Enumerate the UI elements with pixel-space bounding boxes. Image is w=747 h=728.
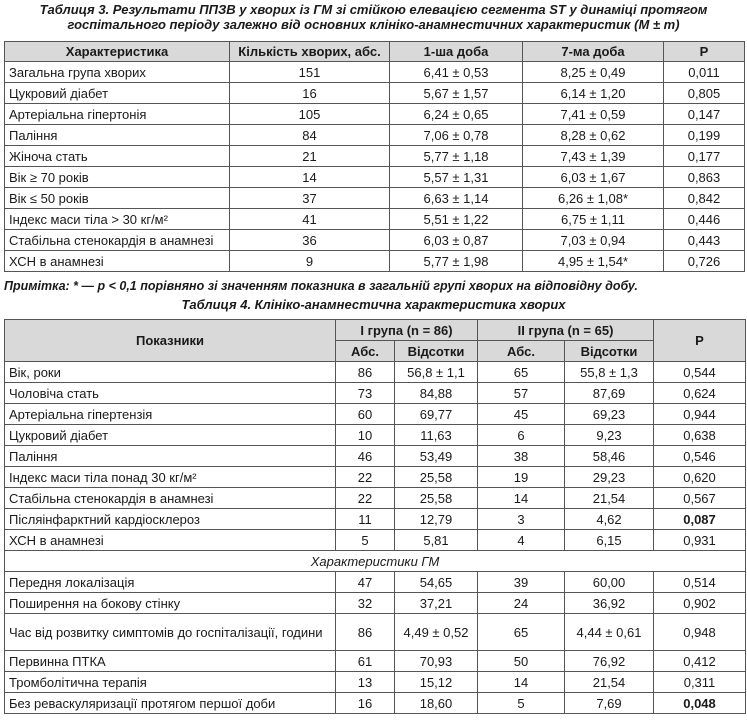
table-cell: 21,54 xyxy=(565,488,654,509)
table-cell: 6,26 ± 1,08* xyxy=(523,188,664,209)
table-cell: 86 xyxy=(336,614,395,651)
table-cell: Стабільна стенокардія в анамнезі xyxy=(5,230,230,251)
table3-caption-line1: Таблиця 3. Результати ППЗВ у хворих із ГМ зі стійкою елевацією сегмента ST у динаміці протягом xyxy=(39,2,708,17)
table-cell: 25,58 xyxy=(395,467,478,488)
table-cell: 5,81 xyxy=(395,530,478,551)
table-cell: Первинна ПТКА xyxy=(5,651,336,672)
table-cell: 22 xyxy=(336,488,395,509)
table-row xyxy=(5,446,746,467)
table-cell: 0,087 xyxy=(654,509,746,530)
table-row xyxy=(5,593,746,614)
table-cell: Чоловіча стать xyxy=(5,383,336,404)
table-cell: 50 xyxy=(478,651,565,672)
table-cell: 6,63 ± 1,14 xyxy=(390,188,523,209)
table-cell: 105 xyxy=(230,104,390,125)
table-cell: 6,75 ± 1,11 xyxy=(523,209,664,230)
table-cell: 45 xyxy=(478,404,565,425)
table-cell: ХСН в анамнезі xyxy=(5,251,230,272)
table4-header-p: P xyxy=(654,320,746,362)
table-row xyxy=(5,383,746,404)
table-cell: 0,863 xyxy=(664,167,745,188)
table-row xyxy=(5,572,746,593)
table-row xyxy=(5,188,745,209)
table3-header-day7: 7-ма доба xyxy=(523,42,664,62)
table3-header-p: P xyxy=(664,42,745,62)
table-cell: 14 xyxy=(478,672,565,693)
table-cell: 6,03 ± 0,87 xyxy=(390,230,523,251)
table-row xyxy=(5,404,746,425)
table4-body-mi xyxy=(5,572,746,714)
table-cell: 56,8 ± 1,1 xyxy=(395,362,478,383)
table-cell: 6,14 ± 1,20 xyxy=(523,83,664,104)
table-cell: 4,95 ± 1,54* xyxy=(523,251,664,272)
table-cell: Стабільна стенокардія в анамнезі xyxy=(5,488,336,509)
table-cell: 7,69 xyxy=(565,693,654,714)
table-cell: 18,60 xyxy=(395,693,478,714)
table-cell: 7,06 ± 0,78 xyxy=(390,125,523,146)
table-cell: 0,011 xyxy=(664,62,745,83)
table-cell: 57 xyxy=(478,383,565,404)
table-cell: 4 xyxy=(478,530,565,551)
table-cell: 84 xyxy=(230,125,390,146)
table-cell: 5,67 ± 1,57 xyxy=(390,83,523,104)
table-cell: 54,65 xyxy=(395,572,478,593)
table-cell: 0,931 xyxy=(654,530,746,551)
table-cell: 5 xyxy=(478,693,565,714)
table-cell: 21 xyxy=(230,146,390,167)
table-cell: 8,28 ± 0,62 xyxy=(523,125,664,146)
table-row xyxy=(5,362,746,383)
table-cell: 5,51 ± 1,22 xyxy=(390,209,523,230)
table-cell: 0,567 xyxy=(654,488,746,509)
table-cell: 47 xyxy=(336,572,395,593)
table-cell: 5 xyxy=(336,530,395,551)
table-cell: 69,23 xyxy=(565,404,654,425)
table-row xyxy=(5,167,745,188)
table-cell: Післяінфарктний кардіосклероз xyxy=(5,509,336,530)
table-cell: 11,63 xyxy=(395,425,478,446)
table-row xyxy=(5,251,745,272)
table3-caption xyxy=(0,2,747,32)
table-cell: 16 xyxy=(336,693,395,714)
table-cell: Цукровий діабет xyxy=(5,425,336,446)
table-cell: 22 xyxy=(336,467,395,488)
table-row xyxy=(5,125,745,146)
table4-header-row xyxy=(5,320,746,341)
table-cell: 0,638 xyxy=(654,425,746,446)
table4-subheader-pct-2: Відсотки xyxy=(565,341,654,362)
table4-subheader-pct-1: Відсотки xyxy=(395,341,478,362)
table-cell: 38 xyxy=(478,446,565,467)
table-cell: 6,15 xyxy=(565,530,654,551)
table-cell: 21,54 xyxy=(565,672,654,693)
table4-subheader-abs-2: Абс. xyxy=(478,341,565,362)
table-cell: 0,805 xyxy=(664,83,745,104)
table-cell: 37 xyxy=(230,188,390,209)
table-cell: 8,25 ± 0,49 xyxy=(523,62,664,83)
table-cell: 41 xyxy=(230,209,390,230)
table-row xyxy=(5,488,746,509)
table-cell: 16 xyxy=(230,83,390,104)
table-cell: 10 xyxy=(336,425,395,446)
table-row xyxy=(5,230,745,251)
table-row xyxy=(5,614,746,651)
table-row xyxy=(5,425,746,446)
table-cell: 70,93 xyxy=(395,651,478,672)
table-cell: 0,546 xyxy=(654,446,746,467)
table4-header-indicator: Показники xyxy=(5,320,336,362)
table-row xyxy=(5,651,746,672)
table-cell: 13 xyxy=(336,672,395,693)
table-cell: 151 xyxy=(230,62,390,83)
table-cell: 9 xyxy=(230,251,390,272)
table-cell: 65 xyxy=(478,362,565,383)
table-row xyxy=(5,209,745,230)
table3-body xyxy=(5,62,745,272)
table-cell: Час від розвитку симптомів до госпіталізації, години xyxy=(5,614,336,651)
table-cell: 87,69 xyxy=(565,383,654,404)
table4-caption: Таблиця 4. Клініко-анамнестична характеристика хворих xyxy=(181,297,566,312)
table-row xyxy=(5,530,746,551)
table-cell: 0,944 xyxy=(654,404,746,425)
table-cell: 69,77 xyxy=(395,404,478,425)
table-cell: 58,46 xyxy=(565,446,654,467)
table-cell: Жіноча стать xyxy=(5,146,230,167)
table3-header-count: Кількість хворих, абс. xyxy=(230,42,390,62)
table-row xyxy=(5,62,745,83)
table-cell: 0,177 xyxy=(664,146,745,167)
table-cell: 19 xyxy=(478,467,565,488)
table-cell: 0,446 xyxy=(664,209,745,230)
table-cell: 15,12 xyxy=(395,672,478,693)
table-cell: 14 xyxy=(230,167,390,188)
table-cell: 0,902 xyxy=(654,593,746,614)
table-cell: 7,43 ± 1,39 xyxy=(523,146,664,167)
table-row xyxy=(5,146,745,167)
table-cell: Паління xyxy=(5,446,336,467)
table-cell: 6,03 ± 1,67 xyxy=(523,167,664,188)
table-cell: 86 xyxy=(336,362,395,383)
table-cell: 65 xyxy=(478,614,565,651)
table-cell: 61 xyxy=(336,651,395,672)
table-row xyxy=(5,509,746,530)
table-row xyxy=(5,83,745,104)
table-cell: 0,199 xyxy=(664,125,745,146)
table-cell: Артеріальна гіпертензія xyxy=(5,404,336,425)
table4-header-group1: I група (n = 86) xyxy=(336,320,478,341)
table-cell: 60 xyxy=(336,404,395,425)
table-cell: 11 xyxy=(336,509,395,530)
table-cell: 46 xyxy=(336,446,395,467)
table-cell: 0,624 xyxy=(654,383,746,404)
table-cell: 3 xyxy=(478,509,565,530)
table-cell: Цукровий діабет xyxy=(5,83,230,104)
table4-header-group2: II група (n = 65) xyxy=(478,320,654,341)
table-cell: Вік, роки xyxy=(5,362,336,383)
table-cell: 60,00 xyxy=(565,572,654,593)
table-cell: ХСН в анамнезі xyxy=(5,530,336,551)
table-cell: 12,79 xyxy=(395,509,478,530)
table4-subheader-abs-1: Абс. xyxy=(336,341,395,362)
table3-header-row xyxy=(5,42,745,62)
table-cell: 4,44 ± 0,61 xyxy=(565,614,654,651)
table-cell: 4,49 ± 0,52 xyxy=(395,614,478,651)
table3-header-day1: 1-ша доба xyxy=(390,42,523,62)
table4-body-anamnesis xyxy=(5,362,746,551)
table-cell: Вік ≤ 50 років xyxy=(5,188,230,209)
table-cell: Тромболітична терапія xyxy=(5,672,336,693)
table-cell: Без реваскуляризації протягом першої доби xyxy=(5,693,336,714)
table4 xyxy=(4,319,746,714)
table-cell: 37,21 xyxy=(395,593,478,614)
table-cell: Передня локалізація xyxy=(5,572,336,593)
table-row xyxy=(5,693,746,714)
table-cell: 29,23 xyxy=(565,467,654,488)
table4-section-row xyxy=(5,551,746,572)
table4-section-label: Характеристики ГМ xyxy=(5,551,746,572)
table-cell: 76,92 xyxy=(565,651,654,672)
table3-header-characteristic: Характеристика xyxy=(5,42,230,62)
table-cell: 6,41 ± 0,53 xyxy=(390,62,523,83)
table-cell: 24 xyxy=(478,593,565,614)
table-cell: 4,62 xyxy=(565,509,654,530)
table-cell: 32 xyxy=(336,593,395,614)
table3 xyxy=(4,41,745,272)
table-cell: 39 xyxy=(478,572,565,593)
table-cell: 0,842 xyxy=(664,188,745,209)
table-cell: Загальна група хворих xyxy=(5,62,230,83)
table-cell: 0,311 xyxy=(654,672,746,693)
table-cell: 36 xyxy=(230,230,390,251)
table-cell: 84,88 xyxy=(395,383,478,404)
table-cell: Індекс маси тіла понад 30 кг/м² xyxy=(5,467,336,488)
table3-footnote: Примітка: * — p < 0,1 порівняно зі значенням показника в загальній групі хворих на відповідну добу. xyxy=(4,279,638,293)
table-cell: Артеріальна гіпертонія xyxy=(5,104,230,125)
table-cell: 0,147 xyxy=(664,104,745,125)
table-cell: 7,41 ± 0,59 xyxy=(523,104,664,125)
table-cell: 5,77 ± 1,18 xyxy=(390,146,523,167)
table4-section xyxy=(5,551,746,572)
table-cell: 53,49 xyxy=(395,446,478,467)
table-cell: 9,23 xyxy=(565,425,654,446)
table-cell: 73 xyxy=(336,383,395,404)
table-cell: 0,048 xyxy=(654,693,746,714)
table-cell: 5,57 ± 1,31 xyxy=(390,167,523,188)
table-row xyxy=(5,672,746,693)
table-cell: 0,412 xyxy=(654,651,746,672)
table-row xyxy=(5,104,745,125)
table-cell: Паління xyxy=(5,125,230,146)
table3-caption-line2: госпітального періоду залежно від основних клініко-анамнестичних характеристик (M ± m) xyxy=(67,17,680,32)
table-cell: 0,948 xyxy=(654,614,746,651)
table-row xyxy=(5,467,746,488)
table-cell: 25,58 xyxy=(395,488,478,509)
table-cell: 0,443 xyxy=(664,230,745,251)
table-cell: 14 xyxy=(478,488,565,509)
table-cell: Індекс маси тіла > 30 кг/м² xyxy=(5,209,230,230)
table-cell: 7,03 ± 0,94 xyxy=(523,230,664,251)
table-cell: 36,92 xyxy=(565,593,654,614)
table-cell: 5,77 ± 1,98 xyxy=(390,251,523,272)
table-cell: 0,544 xyxy=(654,362,746,383)
table-cell: 0,620 xyxy=(654,467,746,488)
table-cell: Поширення на бокову стінку xyxy=(5,593,336,614)
table-cell: 6 xyxy=(478,425,565,446)
table-cell: 0,514 xyxy=(654,572,746,593)
table-cell: 0,726 xyxy=(664,251,745,272)
table-cell: Вік ≥ 70 років xyxy=(5,167,230,188)
table-cell: 6,24 ± 0,65 xyxy=(390,104,523,125)
table-cell: 55,8 ± 1,3 xyxy=(565,362,654,383)
